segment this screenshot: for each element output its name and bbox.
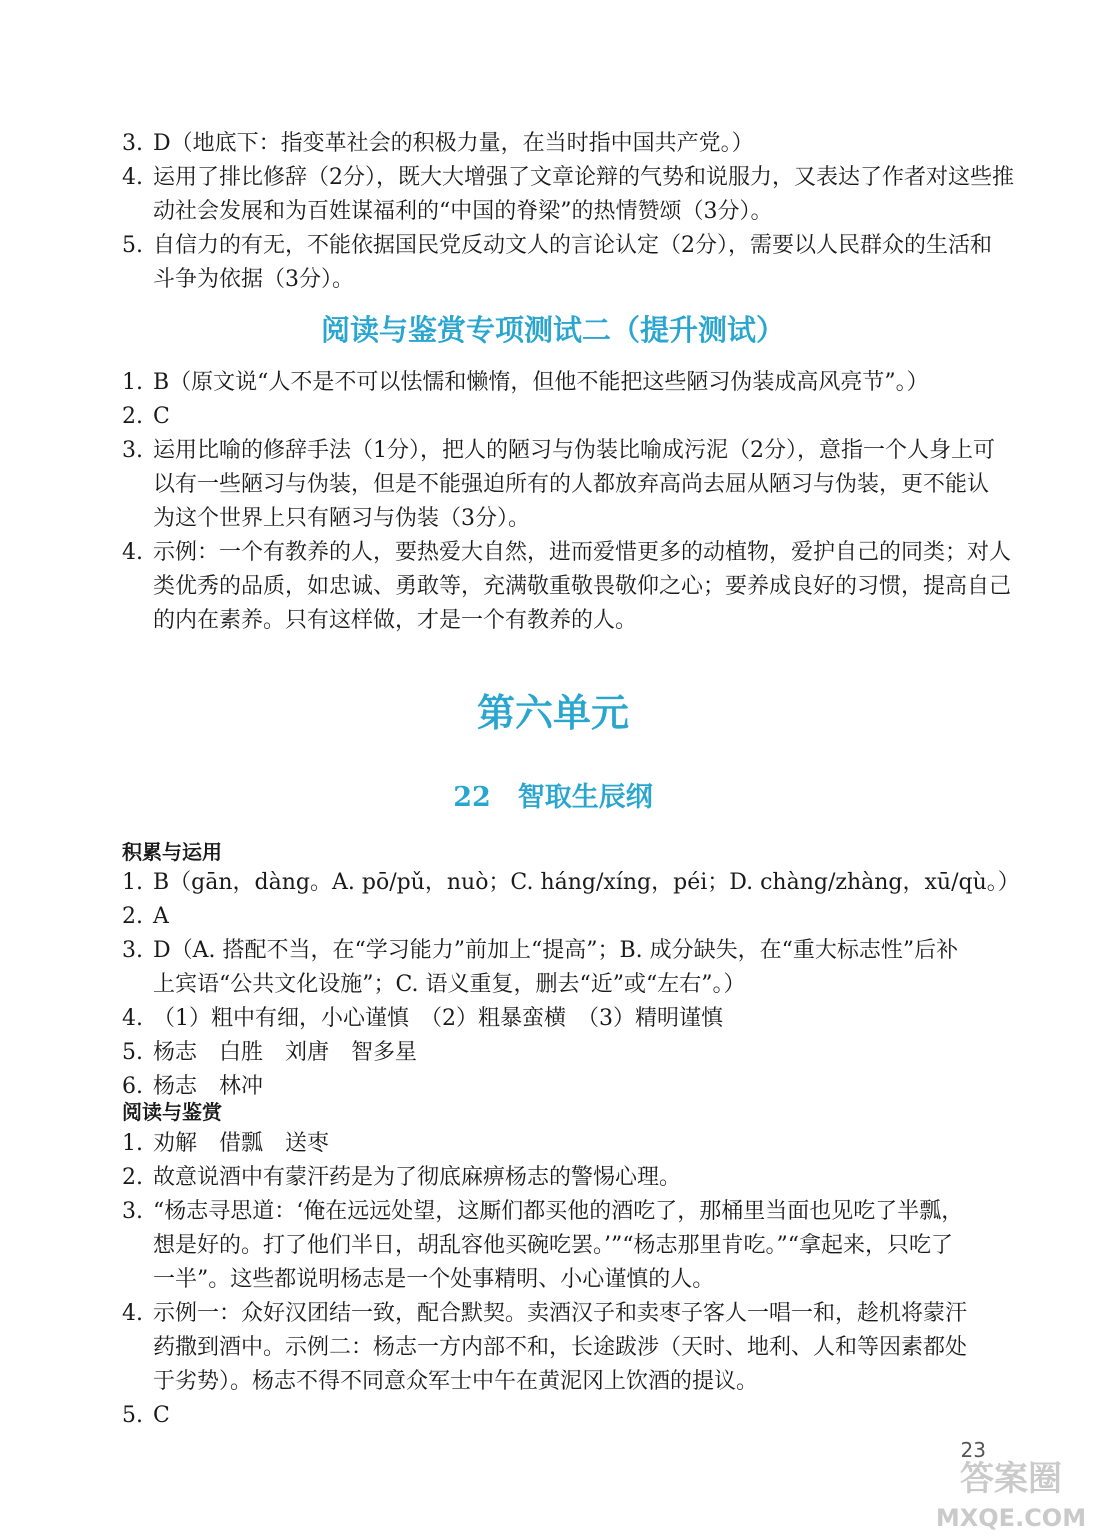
answer-text: 运用了排比修辞（2分），既大大增强了文章论辩的气势和说服力，又表达了作者对这些推 <box>153 165 1015 190</box>
unit-title: 第六单元 <box>476 690 629 735</box>
answer-number: 1. <box>122 370 143 395</box>
watermark-bottom-text: MXQE.COM <box>935 1504 1087 1532</box>
answer-line <box>122 1002 992 1036</box>
subsection-title-accumulate: 积累与运用 <box>122 840 222 864</box>
answer-number: 5. <box>122 233 143 258</box>
answer-text: B（gān，dàng。A. pō/pǔ，nuò；C. háng/xíng，péi；D. chàng/zhàng，xū/qù。） <box>153 870 1020 895</box>
answer-line <box>122 161 1015 195</box>
page-number: 23 <box>960 1438 986 1462</box>
answer-number: 6. <box>122 1074 143 1099</box>
answer-number: 2. <box>122 904 143 929</box>
answer-number: 4. <box>122 165 143 190</box>
answer-text: 运用比喻的修辞手法（1分），把人的陋习与伪装比喻成污泥（2分），意指一个人身上可 <box>153 438 995 463</box>
answer-continuation-line <box>122 968 992 1002</box>
answer-text: 以有一些陋习与伪装，但是不能强迫所有的人都放弃高尚去屈从陋习与伪装，更不能认 <box>153 472 990 497</box>
answer-line <box>122 127 992 161</box>
answer-number: 2. <box>122 404 143 429</box>
answer-line <box>122 229 992 263</box>
subsection-title-reading: 阅读与鉴赏 <box>122 1100 222 1124</box>
answer-text: C <box>153 404 170 429</box>
answer-text: 于劣势）。杨志不得不同意众军士中午在黄泥冈上饮酒的提议。 <box>153 1369 759 1394</box>
answer-continuation-line <box>122 1331 992 1365</box>
answer-continuation-line <box>122 502 992 536</box>
answer-number: 1. <box>122 870 143 895</box>
answer-number: 3. <box>122 438 143 463</box>
answer-continuation-line <box>122 468 992 502</box>
answer-text: B（原文说“人不是不可以怯懦和懒惰，但他不能把这些陋习伪装成高风亮节”。） <box>153 370 929 395</box>
answer-continuation-line <box>122 604 992 638</box>
answer-text: D（A. 搭配不当，在“学习能力”前加上“提高”；B. 成分缺失，在“重大标志性”后补 <box>153 938 959 963</box>
answer-line <box>122 866 1020 900</box>
answer-line <box>122 400 992 434</box>
answer-text: 故意说酒中有蒙汗药是为了彻底麻痹杨志的警惕心理。 <box>153 1165 682 1190</box>
answer-text: 一半”。这些都说明杨志是一个处事精明、小心谨慎的人。 <box>153 1267 715 1292</box>
answer-line <box>122 1036 992 1070</box>
answer-text: A <box>153 904 169 929</box>
answer-number: 5. <box>122 1040 143 1065</box>
answer-text: 杨志 林冲 <box>153 1074 264 1099</box>
answer-list-section <box>122 366 1012 638</box>
answer-continuation-line <box>122 1263 992 1297</box>
answer-text: 的内在素养。只有这样做，才是一个有教养的人。 <box>153 608 638 633</box>
answer-list-accumulate <box>122 866 1020 1104</box>
answer-text: 示例一：众好汉团结一致，配合默契。卖酒汉子和卖枣子客人一唱一和，趁机将蒙汗 <box>153 1301 968 1326</box>
answer-continuation-line <box>122 195 992 229</box>
answer-number: 5. <box>122 1403 143 1428</box>
answer-text: 药撒到酒中。示例二：杨志一方内部不和，长途跋涉（天时、地利、人和等因素都处 <box>153 1335 968 1360</box>
answer-continuation-line <box>122 1365 992 1399</box>
answer-number: 2. <box>122 1165 143 1190</box>
answer-line <box>122 1195 992 1229</box>
answer-text: C <box>153 1403 170 1428</box>
answer-number: 1. <box>122 1131 143 1156</box>
answer-list-reading <box>122 1127 992 1433</box>
answer-continuation-line <box>122 263 992 297</box>
answer-continuation-line <box>122 1229 992 1263</box>
answer-number: 3. <box>122 1199 143 1224</box>
answer-text: 类优秀的品质，如忠诚、勇敢等，充满敬重敬畏敬仰之心；要养成良好的习惯，提高自己 <box>153 574 1012 599</box>
answer-number: 3. <box>122 938 143 963</box>
answer-text: “杨志寻思道：‘俺在远远处望，这厮们都买他的酒吃了，那桶里当面也见吃了半瓢， <box>153 1199 964 1224</box>
answer-line <box>122 934 992 968</box>
answer-list-top <box>122 127 1015 297</box>
answer-number: 4. <box>122 1006 143 1031</box>
watermark-logo <box>926 1450 1096 1534</box>
answer-number: 3. <box>122 131 143 156</box>
lesson-title: 22 智取生辰纲 <box>453 782 653 813</box>
answer-text: 劝解 借瓢 送枣 <box>153 1131 330 1156</box>
watermark-top-text: 答案圈 <box>960 1459 1062 1499</box>
answer-text: 斗争为依据（3分）。 <box>153 267 354 292</box>
answer-number: 4. <box>122 540 143 565</box>
answer-number: 4. <box>122 1301 143 1326</box>
answer-line <box>122 1161 992 1195</box>
answer-text: 上宾语“公共文化设施”；C. 语义重复，删去“近”或“左右”。） <box>153 972 746 997</box>
answer-line <box>122 536 1012 570</box>
answer-line <box>122 1297 992 1331</box>
answer-text: 动社会发展和为百姓谋福利的“中国的脊梁”的热情赞颂（3分）。 <box>153 199 773 224</box>
answer-text: 为这个世界上只有陋习与伪装（3分）。 <box>153 506 530 531</box>
answer-text: 想是好的。打了他们半日，胡乱容他买碗吃罢。’”“杨志那里肯吃。”“拿起来，只吃了 <box>153 1233 953 1258</box>
answer-line <box>122 434 995 468</box>
answer-line <box>122 900 992 934</box>
answer-text: 示例：一个有教养的人，要热爱大自然，进而爱惜更多的动植物，爱护自己的同类；对人 <box>153 540 1012 565</box>
answer-continuation-line <box>122 570 1012 604</box>
answer-line <box>122 1127 992 1161</box>
answer-text: 杨志 白胜 刘唐 智多星 <box>153 1040 418 1065</box>
answer-text: D（地底下：指变革社会的积极力量，在当时指中国共产党。） <box>153 131 754 156</box>
section-title: 阅读与鉴赏专项测试二（提升测试） <box>320 313 785 347</box>
answer-line <box>122 366 992 400</box>
answer-line <box>122 1399 992 1433</box>
answer-text: 自信力的有无，不能依据国民党反动文人的言论认定（2分），需要以人民群众的生活和 <box>153 233 992 258</box>
answer-text: （1）粗中有细，小心谨慎 （2）粗暴蛮横 （3）精明谨慎 <box>153 1006 723 1031</box>
